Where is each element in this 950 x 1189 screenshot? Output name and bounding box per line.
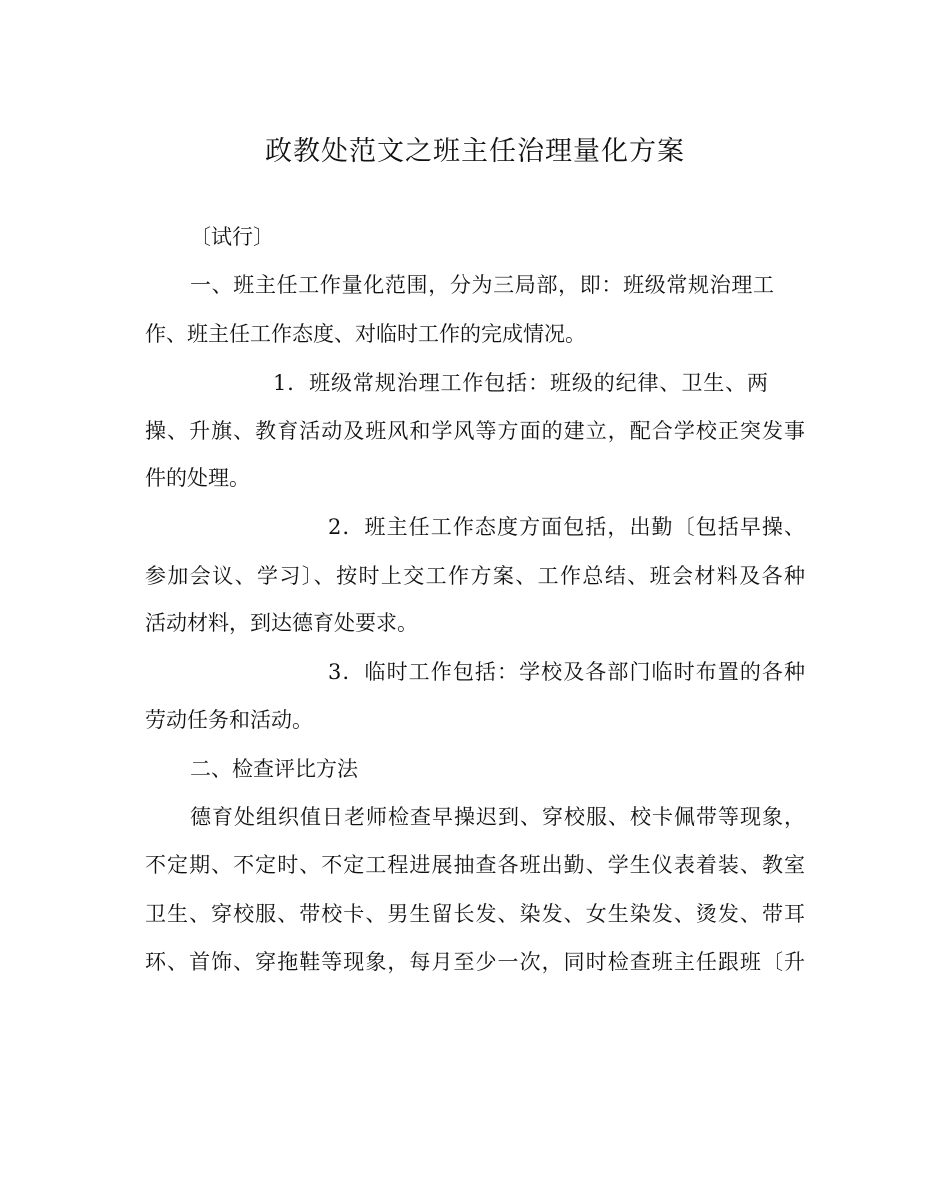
document-title: 政教处范文之班主任治理量化方案 bbox=[265, 136, 685, 167]
paragraph-line: 件的处理。 bbox=[145, 466, 250, 490]
paragraph-line: 一、班主任工作量化范围，分为三局部，即：班级常规治理工 bbox=[190, 273, 774, 297]
section-heading: 二、检查评比方法 bbox=[190, 757, 358, 781]
paragraph-line: 不定期、不定时、不定工程进展抽查各班出勤、学生仪表着装、教室 bbox=[145, 853, 805, 877]
paragraph-line: 2．班主任工作态度方面包括，出勤〔包括早操、 bbox=[328, 515, 805, 539]
paragraph-line: 德育处组织值日老师检查早操迟到、穿校服、校卡佩带等现象， bbox=[190, 805, 805, 829]
paragraph-line: 操、升旗、教育活动及班风和学风等方面的建立，配合学校正突发事 bbox=[145, 419, 805, 443]
paragraph-line: 劳动任务和活动。 bbox=[145, 708, 313, 732]
paragraph-line: 作、班主任工作态度、对临时工作的完成情况。 bbox=[145, 322, 586, 346]
paragraph-line-trial: 〔试行〕 bbox=[190, 225, 274, 249]
paragraph-line: 卫生、穿校服、带校卡、男生留长发、染发、女生染发、烫发、带耳 bbox=[145, 902, 805, 926]
paragraph-line: 活动材料，到达德育处要求。 bbox=[145, 611, 418, 635]
paragraph-line: 环、首饰、穿拖鞋等现象，每月至少一次，同时检查班主任跟班〔升 bbox=[145, 950, 805, 974]
paragraph-line: 1．班级常规治理工作包括：班级的纪律、卫生、两 bbox=[273, 371, 768, 395]
paragraph-line: 3．临时工作包括：学校及各部门临时布置的各种 bbox=[328, 660, 805, 684]
paragraph-line: 参加会议、学习〕、按时上交工作方案、工作总结、班会材料及各种 bbox=[145, 564, 805, 588]
